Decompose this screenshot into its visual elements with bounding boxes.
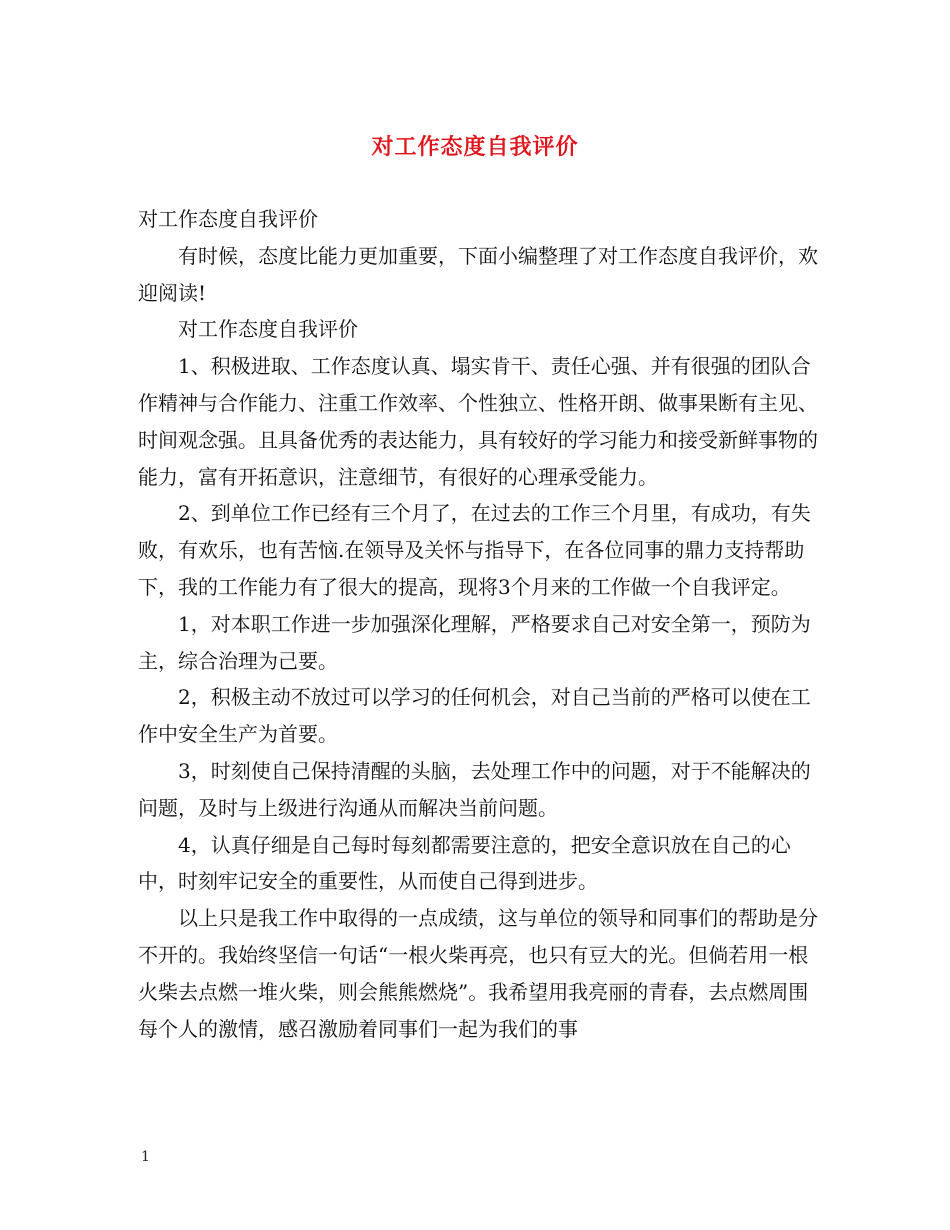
- paragraph: 3，时刻使自己保持清醒的头脑，去处理工作中的问题，对于不能解决的问题，及时与上级进行沟通从而解决当前问题。: [138, 758, 811, 820]
- page-number: 1: [141, 1149, 150, 1165]
- paragraph: 4，认真仔细是自己每时每刻都需要注意的，把安全意识放在自己的心中，时刻牢记安全的重要性，从而使自己得到进步。: [138, 832, 791, 894]
- paragraph: 对工作态度自我评价: [138, 207, 318, 231]
- paragraph: 2，积极主动不放过可以学习的任何机会，对自己当前的严格可以使在工作中安全生产为首要。: [138, 685, 811, 747]
- document-title: 对工作态度自我评价: [371, 134, 579, 160]
- paragraph: 有时候，态度比能力更加重要，下面小编整理了对工作态度自我评价，欢迎阅读!: [138, 243, 818, 305]
- paragraph: 对工作态度自我评价: [178, 317, 358, 342]
- document-body: [138, 201, 818, 1047]
- paragraph: 以上只是我工作中取得的一点成绩，这与单位的领导和同事们的帮助是分不开的。我始终坚信一句话“一根火柴再亮，也只有豆大的光。但倘若用一根火柴去点燃一堆火柴，则会熊熊燃烧”。我希望用我亮丽的青春，去点燃周围每个人的激情，感召激励着同事们一起为我们的事: [138, 906, 818, 1041]
- paragraph: 1，对本职工作进一步加强深化理解，严格要求自己对安全第一，预防为主，综合治理为己要。: [138, 611, 811, 673]
- paragraph: 1、积极进取、工作态度认真、塌实肯干、责任心强、并有很强的团队合作精神与合作能力、注重工作效率、个性独立、性格开朗、做事果断有主见、时间观念强。且具备优秀的表达能力，具有较好的学习能力和接受新鲜事物的能力，富有开拓意识，注意细节，有很好的心理承受能力。: [138, 354, 818, 489]
- paragraph: 2、到单位工作已经有三个月了，在过去的工作三个月里，有成功，有失败，有欢乐，也有苦恼.在领导及关怀与指导下，在各位同事的鼎力支持帮助下，我的工作能力有了很大的提高，现将3个月来的工作做一个自我评定。: [138, 501, 811, 599]
